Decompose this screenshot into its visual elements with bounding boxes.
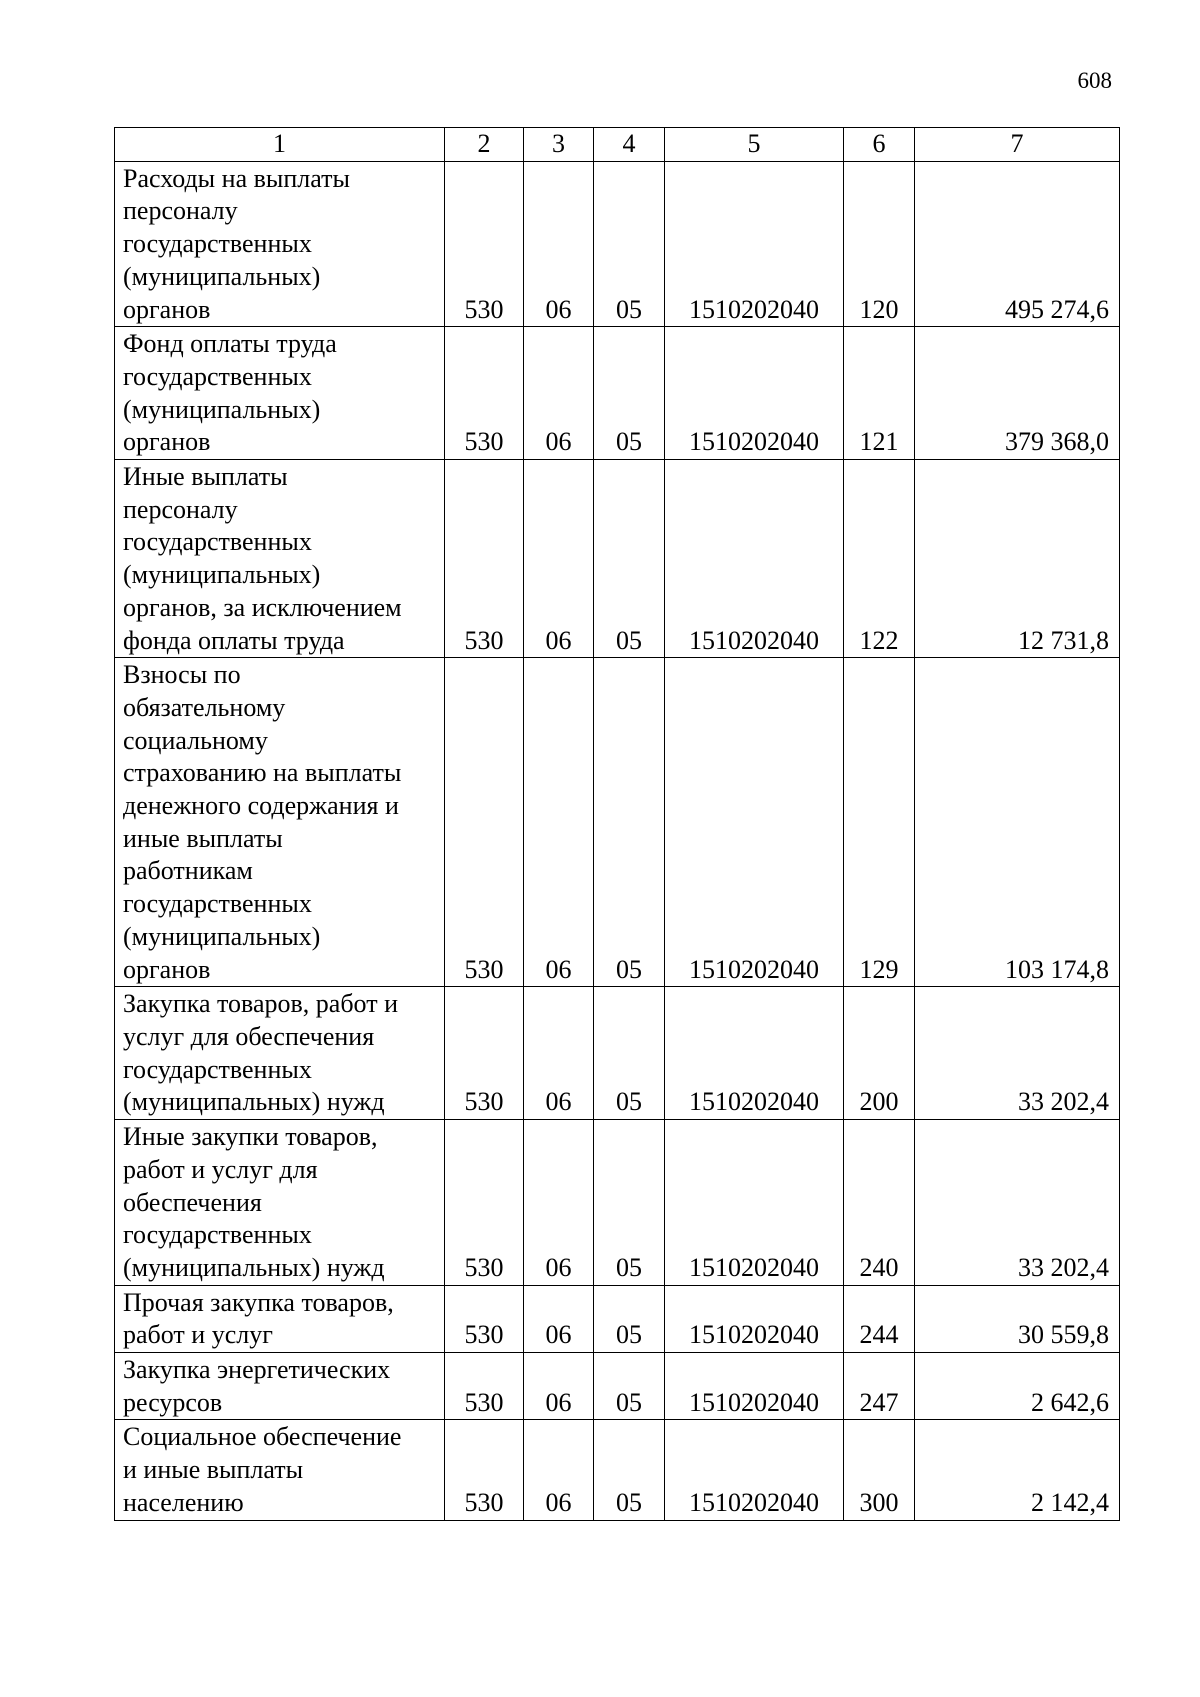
expense-name-cell [115,1120,445,1286]
table-row [115,1353,1120,1420]
col4-cell: 05 [594,987,665,1120]
amount-cell: 33 202,4 [915,987,1120,1120]
table-row [115,460,1120,658]
name-line: обеспечения [123,1187,262,1217]
col2-cell: 530 [445,327,524,460]
name-line: (муниципальных) нужд [123,1252,385,1282]
col5-cell: 1510202040 [665,987,844,1120]
name-line: (муниципальных) [123,261,321,291]
col5-cell: 1510202040 [665,327,844,460]
name-line: государственных [123,1054,312,1084]
expense-name-cell [115,987,445,1120]
column-header-6: 6 [844,128,915,162]
col6-cell: 120 [844,161,915,327]
expense-name-cell [115,1353,445,1420]
name-line: населению [123,1487,244,1517]
name-line: государственных [123,361,312,391]
amount-cell: 2 142,4 [915,1420,1120,1520]
col3-cell: 06 [524,1285,594,1352]
table-row [115,1120,1120,1286]
expense-name-cell [115,658,445,987]
col6-cell: 300 [844,1420,915,1520]
col3-cell: 06 [524,1353,594,1420]
col4-cell: 05 [594,1353,665,1420]
expense-name-cell [115,327,445,460]
col4-cell: 05 [594,161,665,327]
table-body [115,161,1120,1520]
col3-cell: 06 [524,658,594,987]
name-line: органов [123,294,211,324]
col4-cell: 05 [594,1285,665,1352]
table-row [115,327,1120,460]
col6-cell: 122 [844,460,915,658]
amount-cell: 30 559,8 [915,1285,1120,1352]
col6-cell: 247 [844,1353,915,1420]
name-line: государственных [123,229,312,259]
name-line: Закупка товаров, работ и [123,989,398,1019]
table-row [115,1285,1120,1352]
col2-cell: 530 [445,987,524,1120]
expense-name-cell [115,161,445,327]
amount-cell: 495 274,6 [915,161,1120,327]
name-line: страхованию на выплаты [123,758,402,788]
name-line: (муниципальных) [123,560,321,590]
amount-cell: 12 731,8 [915,460,1120,658]
name-line: и иные выплаты [123,1455,304,1485]
name-line: органов [123,427,211,457]
column-header-5: 5 [665,128,844,162]
name-line: ресурсов [123,1387,223,1417]
column-header-1: 1 [115,128,445,162]
col6-cell: 129 [844,658,915,987]
col2-cell: 530 [445,658,524,987]
name-line: денежного содержания и [123,791,399,821]
col3-cell: 06 [524,460,594,658]
name-line: Расходы на выплаты [123,163,350,193]
col6-cell: 240 [844,1120,915,1286]
name-line: Иные закупки товаров, [123,1122,378,1152]
column-header-7: 7 [915,128,1120,162]
col3-cell: 06 [524,1420,594,1520]
name-line: социальному [123,725,268,755]
col4-cell: 05 [594,1420,665,1520]
budget-table [114,127,1120,1521]
col4-cell: 05 [594,460,665,658]
name-line: Взносы по [123,660,241,690]
col5-cell: 1510202040 [665,1285,844,1352]
col6-cell: 200 [844,987,915,1120]
name-line: обязательному [123,692,286,722]
name-line: работ и услуг [123,1320,273,1350]
col3-cell: 06 [524,987,594,1120]
amount-cell: 379 368,0 [915,327,1120,460]
amount-cell: 2 642,6 [915,1353,1120,1420]
col3-cell: 06 [524,327,594,460]
name-line: органов, за исключением [123,592,402,622]
col5-cell: 1510202040 [665,460,844,658]
col5-cell: 1510202040 [665,1420,844,1520]
col5-cell: 1510202040 [665,658,844,987]
col4-cell: 05 [594,327,665,460]
col6-cell: 121 [844,327,915,460]
col3-cell: 06 [524,1120,594,1286]
col2-cell: 530 [445,1420,524,1520]
name-line: услуг для обеспечения [123,1021,375,1051]
name-line: Закупка энергетических [123,1355,391,1385]
name-line: Иные выплаты [123,462,288,492]
name-line: государственных [123,527,312,557]
table-header-row [115,128,1120,162]
name-line: работ и услуг для [123,1154,318,1184]
col4-cell: 05 [594,1120,665,1286]
name-line: работникам [123,856,253,886]
name-line: персоналу [123,196,238,226]
col6-cell: 244 [844,1285,915,1352]
name-line: Фонд оплаты труда [123,329,337,359]
expense-name-cell [115,460,445,658]
col4-cell: 05 [594,658,665,987]
column-header-3: 3 [524,128,594,162]
name-line: органов [123,954,211,984]
name-line: (муниципальных) нужд [123,1087,385,1117]
page-number: 608 [1077,68,1112,93]
col5-cell: 1510202040 [665,1353,844,1420]
name-line: государственных [123,889,312,919]
name-line: (муниципальных) [123,921,321,951]
table-row [115,987,1120,1120]
amount-cell: 33 202,4 [915,1120,1120,1286]
expense-name-cell [115,1285,445,1352]
name-line: Прочая закупка товаров, [123,1287,394,1317]
column-header-2: 2 [445,128,524,162]
col2-cell: 530 [445,1120,524,1286]
name-line: государственных [123,1220,312,1250]
col5-cell: 1510202040 [665,161,844,327]
col2-cell: 530 [445,161,524,327]
col2-cell: 530 [445,460,524,658]
name-line: (муниципальных) [123,394,321,424]
amount-cell: 103 174,8 [915,658,1120,987]
name-line: персоналу [123,494,238,524]
col2-cell: 530 [445,1285,524,1352]
table-row [115,658,1120,987]
col2-cell: 530 [445,1353,524,1420]
name-line: фонда оплаты труда [123,625,345,655]
col5-cell: 1510202040 [665,1120,844,1286]
col3-cell: 06 [524,161,594,327]
expense-name-cell [115,1420,445,1520]
name-line: иные выплаты [123,823,283,853]
table-row [115,1420,1120,1520]
name-line: Социальное обеспечение [123,1422,402,1452]
table-row [115,161,1120,327]
column-header-4: 4 [594,128,665,162]
